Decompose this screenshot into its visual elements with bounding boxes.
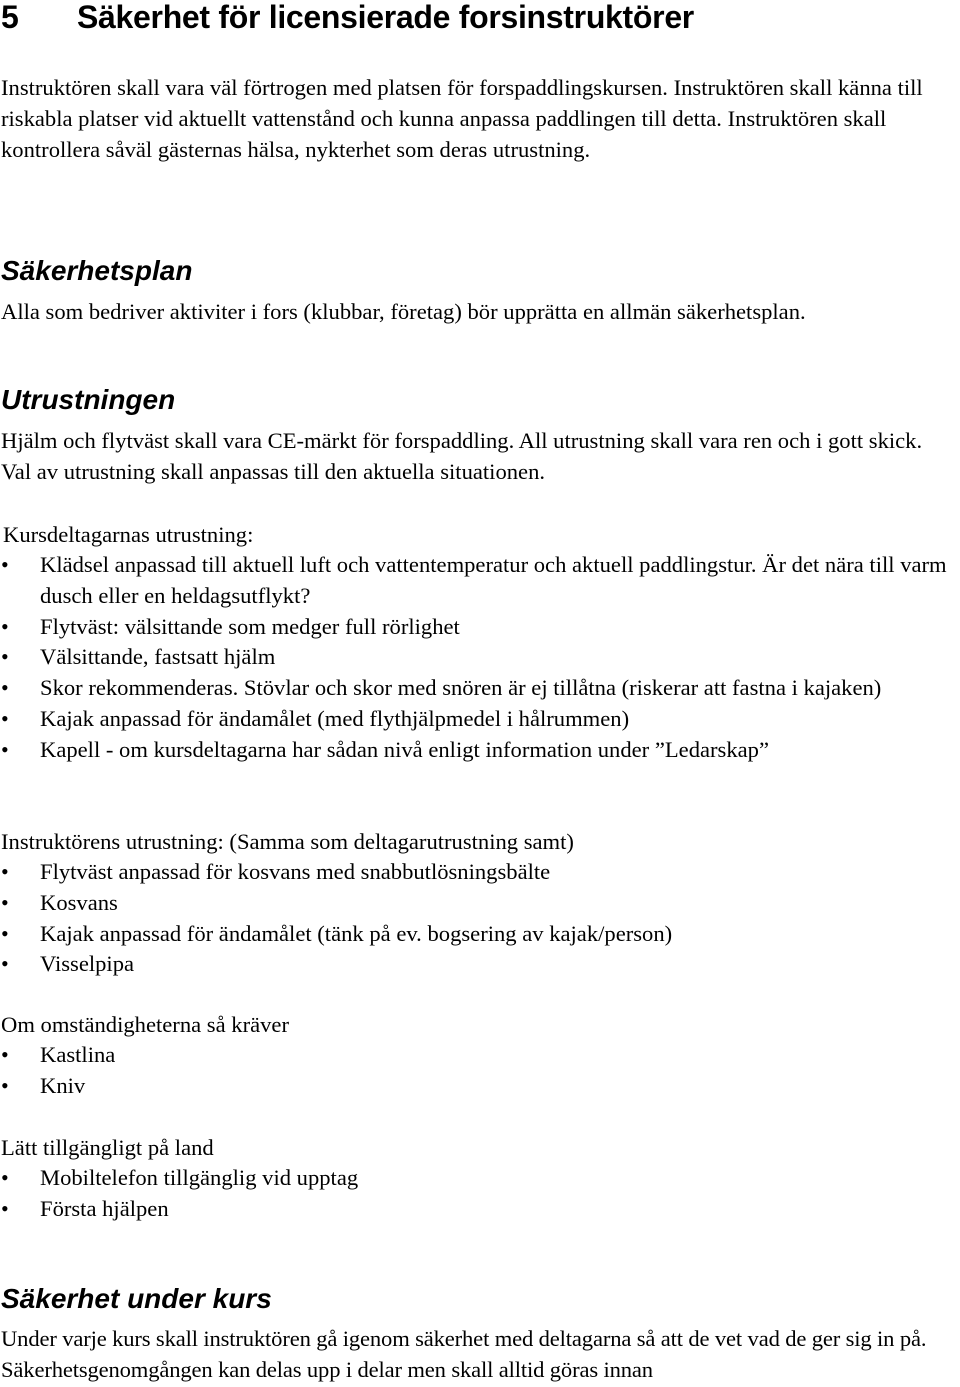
list-item <box>1 704 957 735</box>
course-safety-paragraph: Under varje kurs skall instruktören gå igenom säkerhet med deltagarna så att de vet vad de ger sig in på. Säkerhetsgenomgången kan delas upp i delar men skall alltid göras innan <box>1 1326 927 1382</box>
list-item <box>1 642 957 673</box>
bullet-icon: • <box>1 736 9 762</box>
list-item <box>1 919 957 950</box>
safety-plan-heading: Säkerhetsplan <box>1 255 193 286</box>
list-item <box>1 857 957 888</box>
bullet-icon: • <box>1 552 9 577</box>
participants-label: Kursdeltagarnas utrustning: <box>3 522 254 547</box>
list-item-text: Kajak anpassad för ändamålet (tänk på ev. bogsering av kajak/person) <box>40 920 673 946</box>
bullet-icon: • <box>1 644 9 670</box>
list-item-text: Kniv <box>40 1072 86 1098</box>
list-item-text: Första hjälpen <box>40 1195 169 1221</box>
list-item <box>1 612 957 643</box>
list-item <box>1 1194 957 1225</box>
bullet-icon: • <box>1 859 9 884</box>
instructors-label: Instruktörens utrustning: (Samma som deltagarutrustning samt) <box>1 829 574 854</box>
list-item-text: Kosvans <box>40 889 118 915</box>
participants-list <box>1 550 957 766</box>
list-item <box>1 1071 957 1102</box>
circumstances-label: Om omständigheterna så kräver <box>1 1012 289 1037</box>
bullet-icon: • <box>1 675 9 701</box>
bullet-icon: • <box>1 613 9 639</box>
land-list <box>1 1163 957 1225</box>
list-item <box>1 550 957 612</box>
list-item <box>1 949 957 980</box>
equipment-paragraph: Hjälm och flytväst skall vara CE-märkt för forspaddling. All utrustning skall vara ren och i gott skick. Val av utrustning skall anpassas till den aktuella situationen. <box>1 428 923 484</box>
list-item <box>1 1163 957 1194</box>
list-item-text: Kajak anpassad för ändamålet (med flythjälpmedel i hålrummen) <box>40 705 630 731</box>
instructors-list <box>1 857 957 980</box>
bullet-icon: • <box>1 1072 9 1098</box>
list-item <box>1 1040 957 1071</box>
list-item-text: Flytväst: välsittande som medger full rörlighet <box>40 613 460 639</box>
land-label: Lätt tillgängligt på land <box>1 1135 214 1160</box>
bullet-icon: • <box>1 920 9 946</box>
list-item <box>1 888 957 919</box>
list-item-text: Flytväst anpassad för kosvans med snabbutlösningsbälte <box>40 859 551 884</box>
course-safety-heading: Säkerhet under kurs <box>1 1283 272 1314</box>
bullet-icon: • <box>1 705 9 731</box>
intro-paragraph: Instruktören skall vara väl förtrogen med platsen för forspaddlingskursen. Instruktören skall känna till riskabla platser vid aktuellt vattenstånd och kunna anpassa paddlingen till detta. Instruktören skall kontrollera såväl gästernas hälsa, nykterhet som deras utrustning. <box>1 75 923 162</box>
bullet-icon: • <box>1 1195 9 1221</box>
bullet-icon: • <box>1 889 9 915</box>
bullet-icon: • <box>1 1042 9 1067</box>
section-title-text: Säkerhet för licensierade forsinstruktörer <box>77 0 694 35</box>
bullet-icon: • <box>1 951 9 977</box>
list-item-text: Kastlina <box>40 1042 116 1067</box>
list-item <box>1 735 957 766</box>
list-item-text: Klädsel anpassad till aktuell luft och vattentemperatur och aktuell paddlingstur. Är det nära till varm dusch eller en heldagsutflykt? <box>40 552 947 608</box>
circumstances-list <box>1 1040 957 1102</box>
section-title <box>1 0 957 34</box>
equipment-heading: Utrustningen <box>1 384 176 415</box>
list-item-text: Skor rekommenderas. Stövlar och skor med snören är ej tillåtna (riskerar att fastna i kajaken) <box>40 675 882 701</box>
safety-plan-paragraph: Alla som bedriver aktiviter i fors (klubbar, företag) bör upprätta en allmän säkerhetsplan. <box>1 299 806 324</box>
list-item-text: Välsittande, fastsatt hjälm <box>40 644 276 670</box>
section-number: 5 <box>1 0 19 35</box>
list-item-text: Visselpipa <box>40 951 135 977</box>
list-item-text: Mobiltelefon tillgänglig vid upptag <box>40 1165 359 1190</box>
bullet-icon: • <box>1 1165 9 1190</box>
list-item <box>1 673 957 704</box>
list-item-text: Kapell - om kursdeltagarna har sådan nivå enligt information under ”Ledarskap” <box>40 736 770 762</box>
